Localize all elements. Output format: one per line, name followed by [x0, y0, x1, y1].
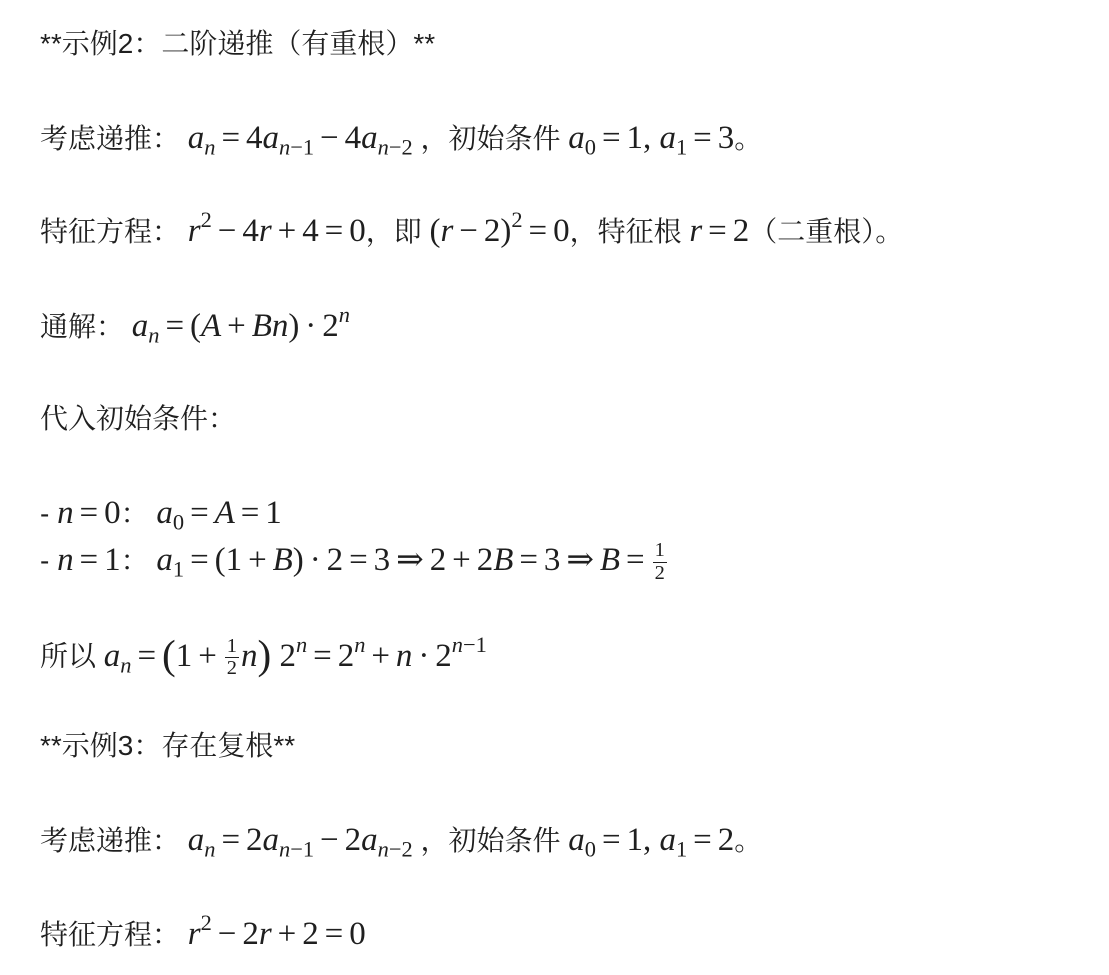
general-solution-formula: $a_n = (A + Bn) \cdot 2^n$: [131, 302, 350, 348]
initial-condition-label: ，初始条件: [420, 123, 561, 154]
recurrence-formula: $a_n = 2a_{n-1} - 2a_{n-2}$: [187, 822, 413, 862]
characteristic-label: 特征方程：: [40, 216, 181, 247]
example-2-heading: **示例2：二阶递推（有重根）**: [40, 28, 436, 59]
final-result-formula: $a_n = (1$ + $\frac{1}{2}$ n) $2^n = 2^n + n \cdot 2^{n-1}$: [103, 631, 487, 680]
case-n0-formula: $a_0 = A = 1$: [156, 495, 282, 535]
sentence-end: 。: [734, 825, 763, 856]
general-solution: [40, 302, 350, 350]
initial-condition-label: ，初始条件: [420, 825, 561, 856]
initial-condition-formula: $a_0 = 1$, $a_1 = 3$: [568, 120, 735, 160]
example-3-heading: **示例3：存在复根**: [40, 730, 296, 761]
recurrence-label: 考虑递推：: [40, 825, 181, 856]
case-n1: [40, 536, 669, 584]
initial-condition-formula: $a_0 = 1$, $a_1 = 2$: [568, 822, 735, 862]
characteristic-ie: ，即: [365, 216, 422, 247]
recurrence-formula: $a_n = 4a_{n-1} - 4a_{n-2}$: [187, 120, 413, 160]
factored-formula: $(r - 2)^2 = 0$: [429, 207, 570, 249]
case-n1-formula: $a_1 = (1 + B) \cdot 2 = 3$ ⇒ 2 + 2B = 3 ⇒ B = $\frac{1}{2}$: [156, 539, 665, 584]
characteristic-root-label: ，特征根: [569, 216, 682, 247]
characteristic-label: 特征方程：: [40, 919, 181, 950]
characteristic-formula: $r^2 - 4r + 4 = 0$: [187, 207, 366, 249]
case-n0-condition: n = 0: [57, 495, 121, 531]
case-separator: ：: [120, 545, 149, 576]
final-result-label: 所以: [40, 640, 97, 672]
list-bullet: -: [40, 498, 50, 529]
example-2-recurrence: [40, 114, 762, 162]
case-separator: ：: [120, 498, 149, 529]
example-2-characteristic-equation: [40, 207, 903, 255]
sentence-end: 。: [734, 123, 763, 154]
substitute-initial-conditions: 代入初始条件：: [40, 403, 237, 434]
example-3-characteristic-equation: [40, 910, 366, 958]
case-n0: [40, 489, 282, 537]
characteristic-root-formula: r = 2: [689, 213, 750, 249]
characteristic-root-note: （二重根）。: [749, 216, 904, 247]
recurrence-label: 考虑递推：: [40, 123, 181, 154]
case-n1-condition: n = 1: [57, 542, 121, 578]
example-3-recurrence: [40, 816, 762, 864]
general-solution-label: 通解：: [40, 311, 125, 342]
final-result: [40, 630, 487, 678]
list-bullet: -: [40, 545, 50, 576]
characteristic-formula: $r^2 - 2r + 2 = 0$: [187, 910, 366, 952]
